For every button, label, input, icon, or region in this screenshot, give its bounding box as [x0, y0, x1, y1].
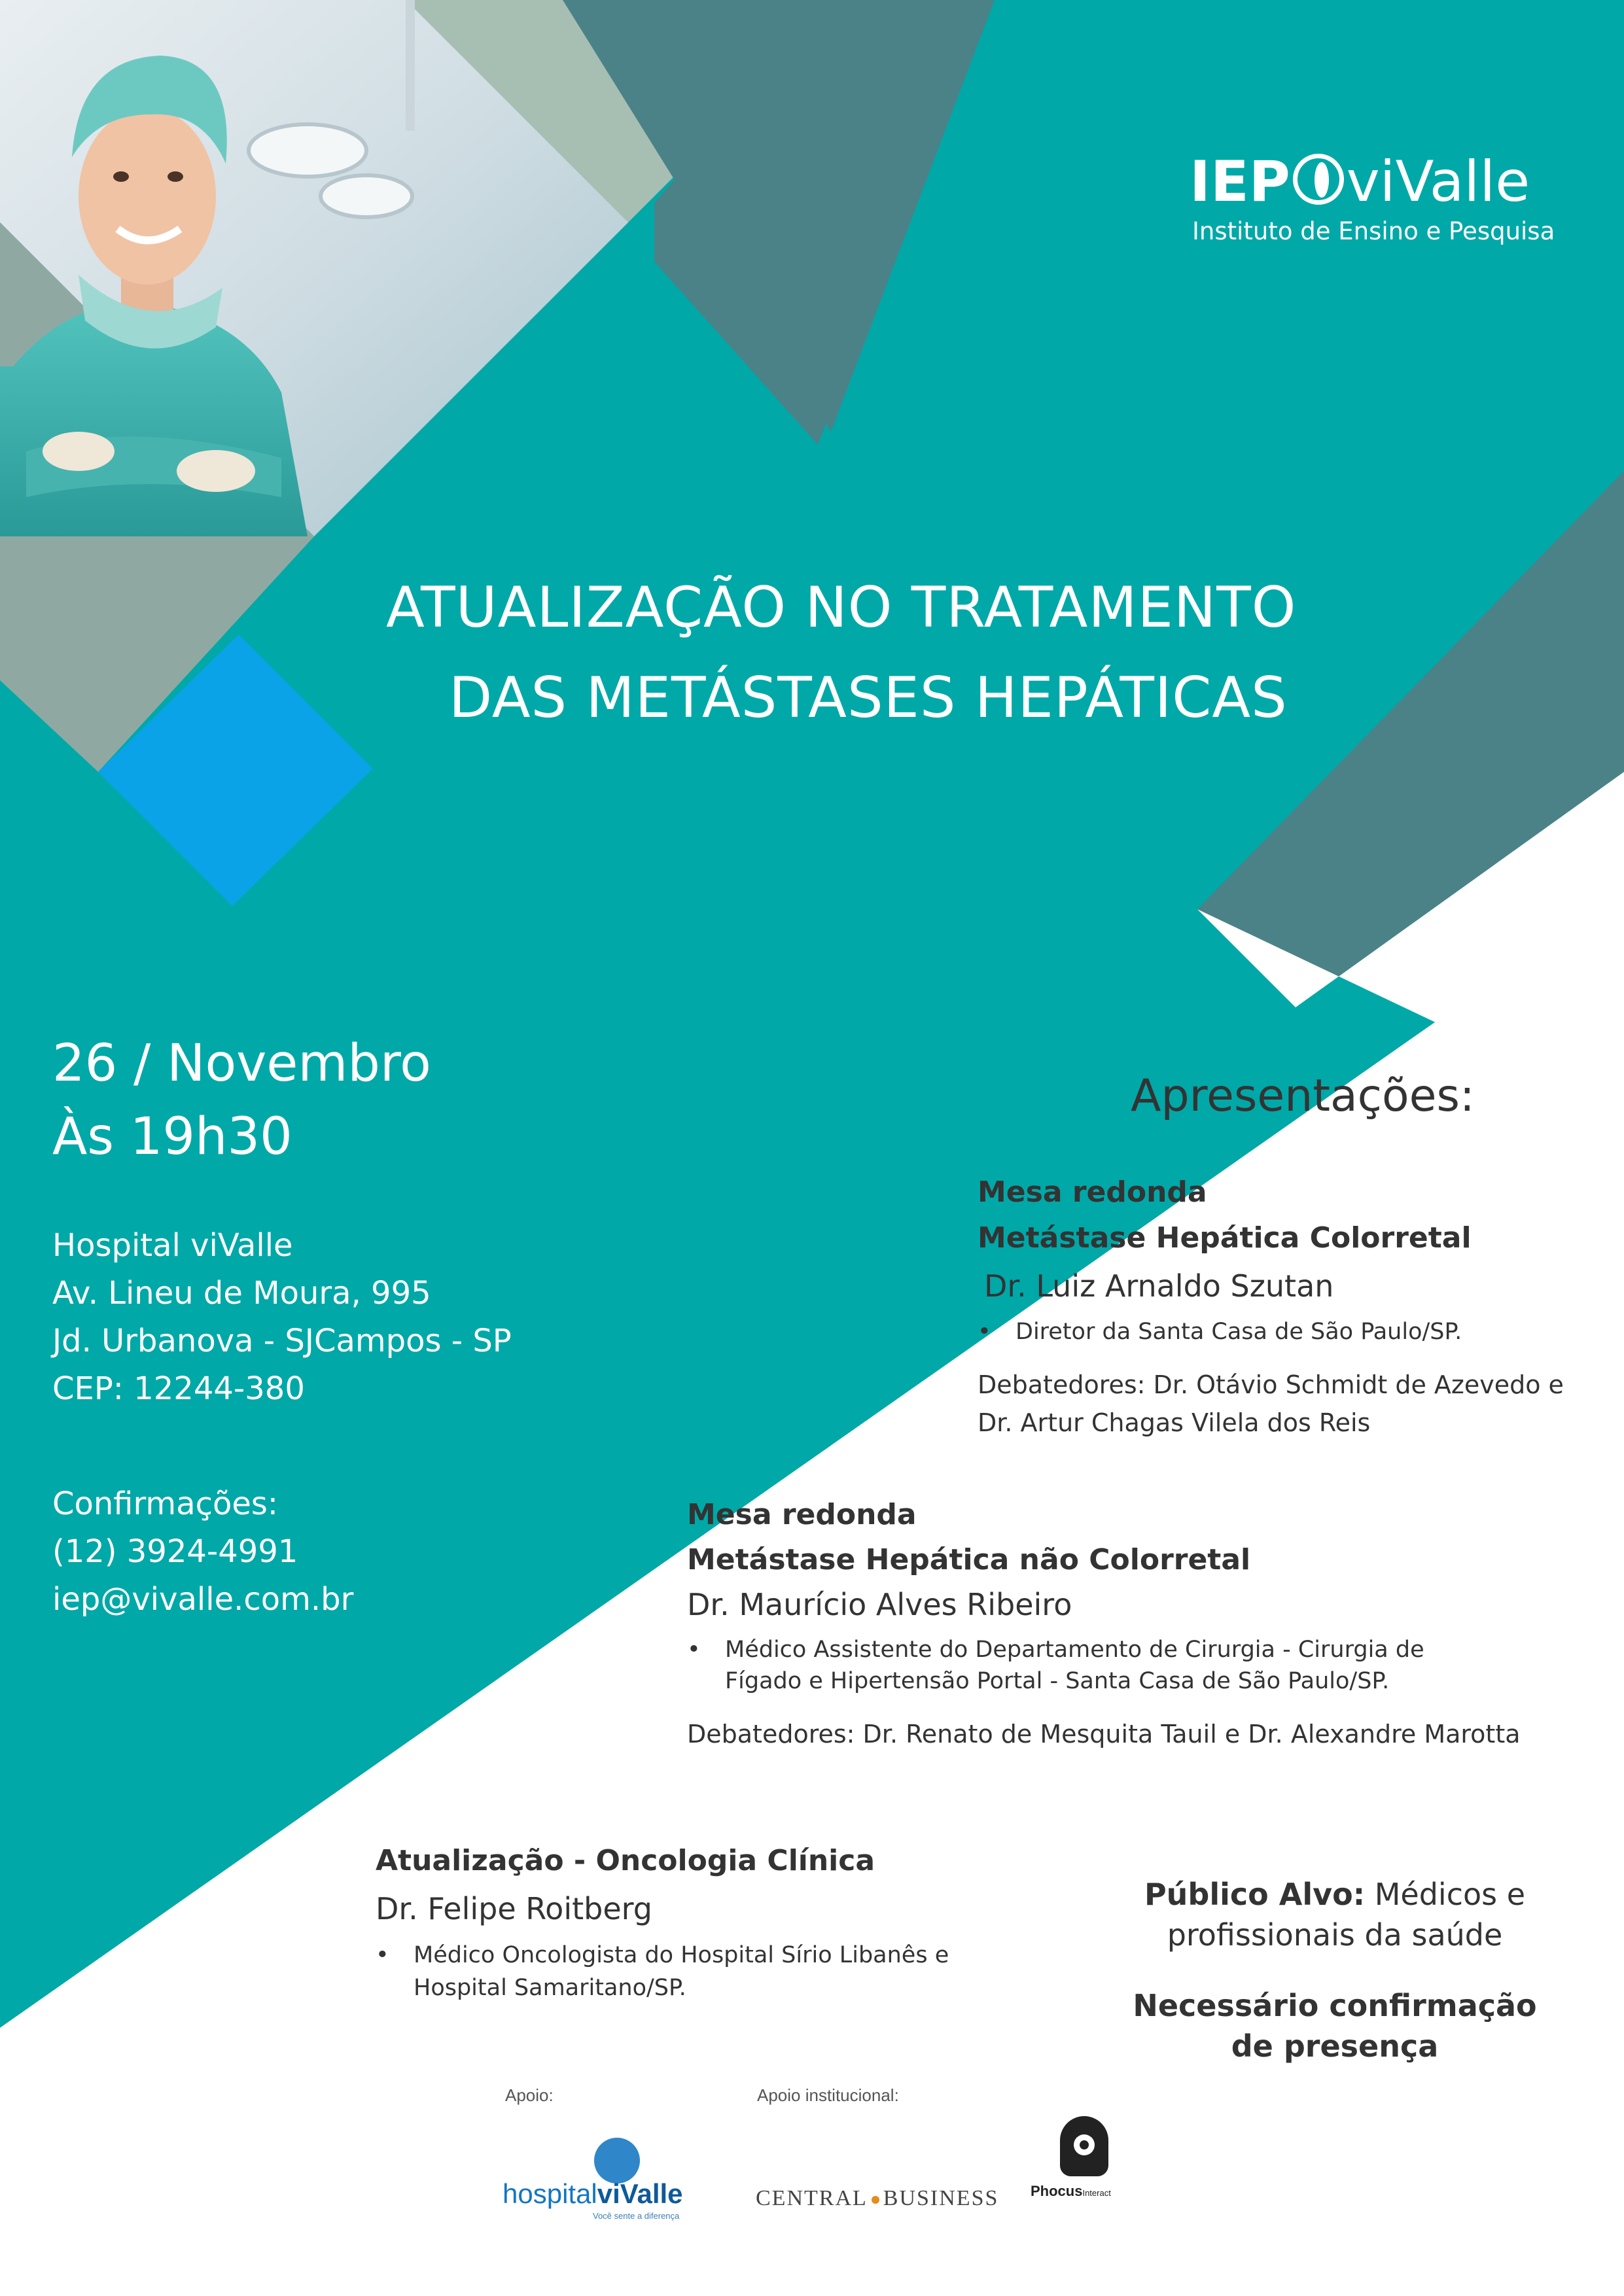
audience-value-1: Médicos e: [1365, 1877, 1526, 1912]
confirm-label: Confirmações:: [52, 1486, 279, 1522]
p1-speaker: Dr. Luiz Arnaldo Szutan: [984, 1268, 1334, 1304]
monster-icon: [1060, 2116, 1108, 2176]
dot-icon: [872, 2196, 879, 2204]
iep-vivalle-logo: [1190, 149, 1582, 254]
heart-icon: [594, 2138, 640, 2183]
p2-bullet: • Médico Assistente do Departamento de Cirurgia - Cirurgia de Fígado e Hipertensão Portal - Santa Casa de São Paulo/SP.: [687, 1634, 1603, 1697]
p1-topic: Metástase Hepática Colorretal: [978, 1221, 1472, 1255]
central-left: CENTRAL: [756, 2186, 868, 2210]
p1-debaters-2: Dr. Artur Chagas Vilela dos Reis: [978, 1408, 1371, 1437]
p2-kind: Mesa redonda: [687, 1498, 917, 1531]
audience-box: [1086, 1874, 1583, 2066]
event-date: 26 / Novembro: [52, 1034, 431, 1093]
p2-debaters: Debatedores: Dr. Renato de Mesquita Tauil e Dr. Alexandre Marotta: [687, 1720, 1521, 1748]
confirmations: [52, 1480, 353, 1624]
audience-note-1: Necessário confirmação: [1133, 1988, 1537, 2023]
event-datetime: [52, 1027, 431, 1174]
p3-bullet: • Médico Oncologista do Hospital Sírio Libanês e Hospital Samaritano/SP.: [376, 1939, 1095, 2004]
event-time: Às 19h30: [52, 1107, 292, 1166]
hospital-left: hospital: [503, 2178, 597, 2209]
event-address: [52, 1222, 512, 1413]
p2-speaker: Dr. Maurício Alves Ribeiro: [687, 1587, 1072, 1622]
presentation-3: [376, 1838, 1095, 2004]
p3-speaker: Dr. Felipe Roitberg: [376, 1891, 652, 1926]
leaf-icon: [1293, 154, 1344, 205]
p3-topic: Atualização - Oncologia Clínica: [376, 1844, 875, 1877]
p1-kind: Mesa redonda: [978, 1175, 1207, 1209]
phocus-interact-logo: [1031, 2110, 1135, 2214]
support-label: Apoio:: [505, 2085, 554, 2105]
central-right: BUSINESS: [883, 2186, 999, 2210]
presentation-2: [687, 1491, 1603, 1753]
institutional-label: Apoio institucional:: [757, 2085, 899, 2105]
audience-note-2: de presença: [1231, 2028, 1439, 2064]
address-line-4: CEP: 12244-380: [52, 1370, 305, 1407]
hospital-tagline: Você sente a diferença: [593, 2211, 680, 2221]
audience-label: Público Alvo:: [1144, 1877, 1366, 1912]
presentations-heading: Apresentações:: [1131, 1070, 1475, 1122]
address-line-1: Hospital viValle: [52, 1227, 293, 1264]
page-title: [386, 563, 1407, 743]
p1-debaters-1: Debatedores: Dr. Otávio Schmidt de Azevedo e: [978, 1370, 1564, 1399]
logo-brand-left: IEP: [1190, 149, 1290, 215]
phocus-left: Phocus: [1031, 2183, 1083, 2199]
p2-topic: Metástase Hepática não Colorretal: [687, 1543, 1251, 1576]
hospital-right: viValle: [597, 2178, 683, 2209]
address-line-2: Av. Lineu de Moura, 995: [52, 1275, 431, 1312]
hospital-vivalle-logo: [503, 2138, 699, 2221]
presentation-1: [978, 1168, 1593, 1442]
p1-bullet: • Diretor da Santa Casa de São Paulo/SP.: [978, 1312, 1593, 1351]
confirm-phone: (12) 3924-4991: [52, 1533, 298, 1570]
audience-value-2: profissionais da saúde: [1167, 1917, 1503, 1953]
address-line-3: Jd. Urbanova - SJCampos - SP: [52, 1323, 512, 1359]
title-line-1: ATUALIZAÇÃO NO TRATAMENTO: [386, 575, 1297, 640]
logo-brand-right: viValle: [1346, 149, 1530, 215]
phocus-right: Interact: [1082, 2188, 1111, 2198]
title-line-2: DAS METÁSTASES HEPÁTICAS: [449, 665, 1288, 731]
central-business-logo: [756, 2186, 998, 2211]
confirm-email: iep@vivalle.com.br: [52, 1581, 354, 1618]
logo-subtitle: Instituto de Ensino e Pesquisa: [1192, 217, 1555, 245]
